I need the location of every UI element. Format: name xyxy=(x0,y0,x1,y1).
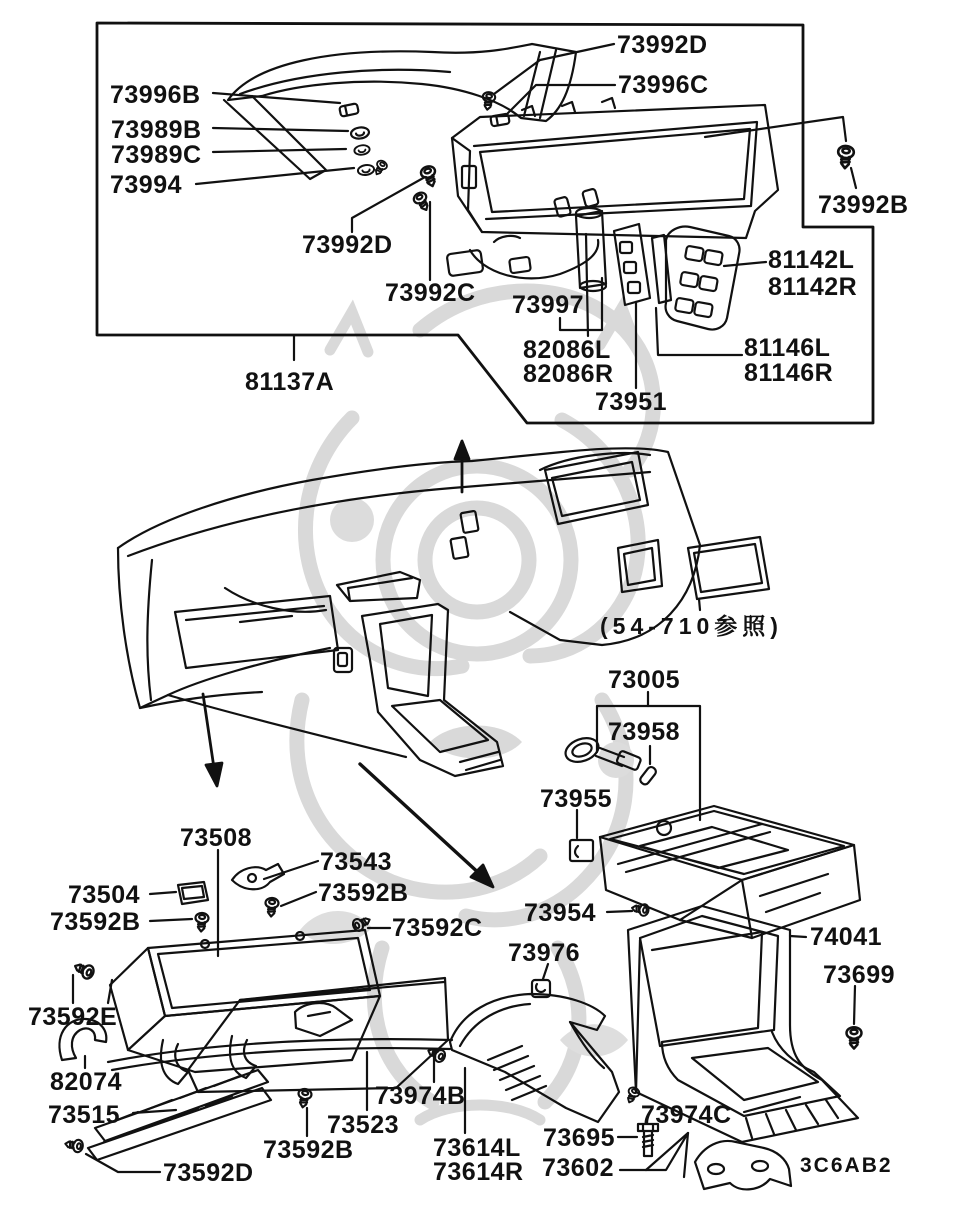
part-label-73958: 73958 xyxy=(608,718,681,746)
part-label-73614l: 73614L xyxy=(433,1134,521,1162)
part-label-73695: 73695 xyxy=(543,1124,616,1152)
ashtray-drawing xyxy=(600,806,860,938)
part-label-74041: 74041 xyxy=(810,923,883,951)
part-label-73508: 73508 xyxy=(180,824,253,852)
part-label-73955: 73955 xyxy=(540,785,613,813)
drawing-code: 3C6AB2 xyxy=(800,1154,893,1177)
part-label-73976: 73976 xyxy=(508,939,581,967)
bracket-73951-drawing xyxy=(652,235,671,303)
part-label-73992d-2: 73992D xyxy=(302,231,393,259)
striker-drawing xyxy=(570,840,593,861)
bracket-73602-drawing xyxy=(646,1133,791,1189)
part-label-73592e: 73592E xyxy=(28,1003,118,1031)
part-label-73592b-right: 73592B xyxy=(318,879,409,907)
part-label-73994: 73994 xyxy=(110,171,183,199)
part-label-73989c: 73989C xyxy=(111,141,202,169)
part-label-81142r: 81142R xyxy=(768,273,858,301)
part-label-73996c: 73996C xyxy=(618,71,709,99)
part-label-73699: 73699 xyxy=(823,961,896,989)
rocker-switch-panel-drawing xyxy=(666,227,740,330)
part-label-81137a: 81137A xyxy=(245,368,335,396)
part-label-73996b: 73996B xyxy=(110,81,201,109)
part-label-73543: 73543 xyxy=(320,848,393,876)
part-label-82086l: 82086L xyxy=(523,336,611,364)
part-label-73992c: 73992C xyxy=(385,279,476,307)
part-label-81146r: 81146R xyxy=(744,359,834,387)
part-label-81146l: 81146L xyxy=(744,334,831,362)
part-label-73592b-left: 73592B xyxy=(50,908,141,936)
part-label-73997: 73997 xyxy=(512,291,585,319)
part-label-73974c: 73974C xyxy=(641,1101,732,1129)
harness-drawing xyxy=(447,236,599,278)
part-label-73951: 73951 xyxy=(595,388,668,416)
part-label-73592b-bottom: 73592B xyxy=(263,1136,354,1164)
reference-note: (54-710参照) xyxy=(600,613,783,639)
defroster-garnish-drawing xyxy=(224,44,576,179)
part-label-82074: 82074 xyxy=(50,1068,123,1096)
part-label-82086r: 82086R xyxy=(523,360,614,388)
part-label-73954: 73954 xyxy=(524,899,597,927)
part-label-73989b: 73989B xyxy=(111,116,202,144)
part-label-73974b: 73974B xyxy=(375,1082,466,1110)
part-label-73515: 73515 xyxy=(48,1101,121,1129)
part-label-73504: 73504 xyxy=(68,881,141,909)
part-label-73992d-top: 73992D xyxy=(617,31,708,59)
glove-box-drawing xyxy=(110,930,380,1084)
lid-hinge-73543-drawing xyxy=(232,864,284,889)
part-label-73592d: 73592D xyxy=(163,1159,254,1187)
part-label-73592c: 73592C xyxy=(392,914,483,942)
stopper-73504-drawing xyxy=(178,882,208,904)
cluster-bezel-drawing xyxy=(452,98,778,238)
part-label-73523: 73523 xyxy=(327,1111,400,1139)
part-label-73005: 73005 xyxy=(608,666,681,694)
part-label-73614r: 73614R xyxy=(433,1158,524,1186)
part-label-81142l: 81142L xyxy=(768,246,855,274)
part-label-73602: 73602 xyxy=(542,1154,615,1182)
part-label-73992b: 73992B xyxy=(818,191,909,219)
